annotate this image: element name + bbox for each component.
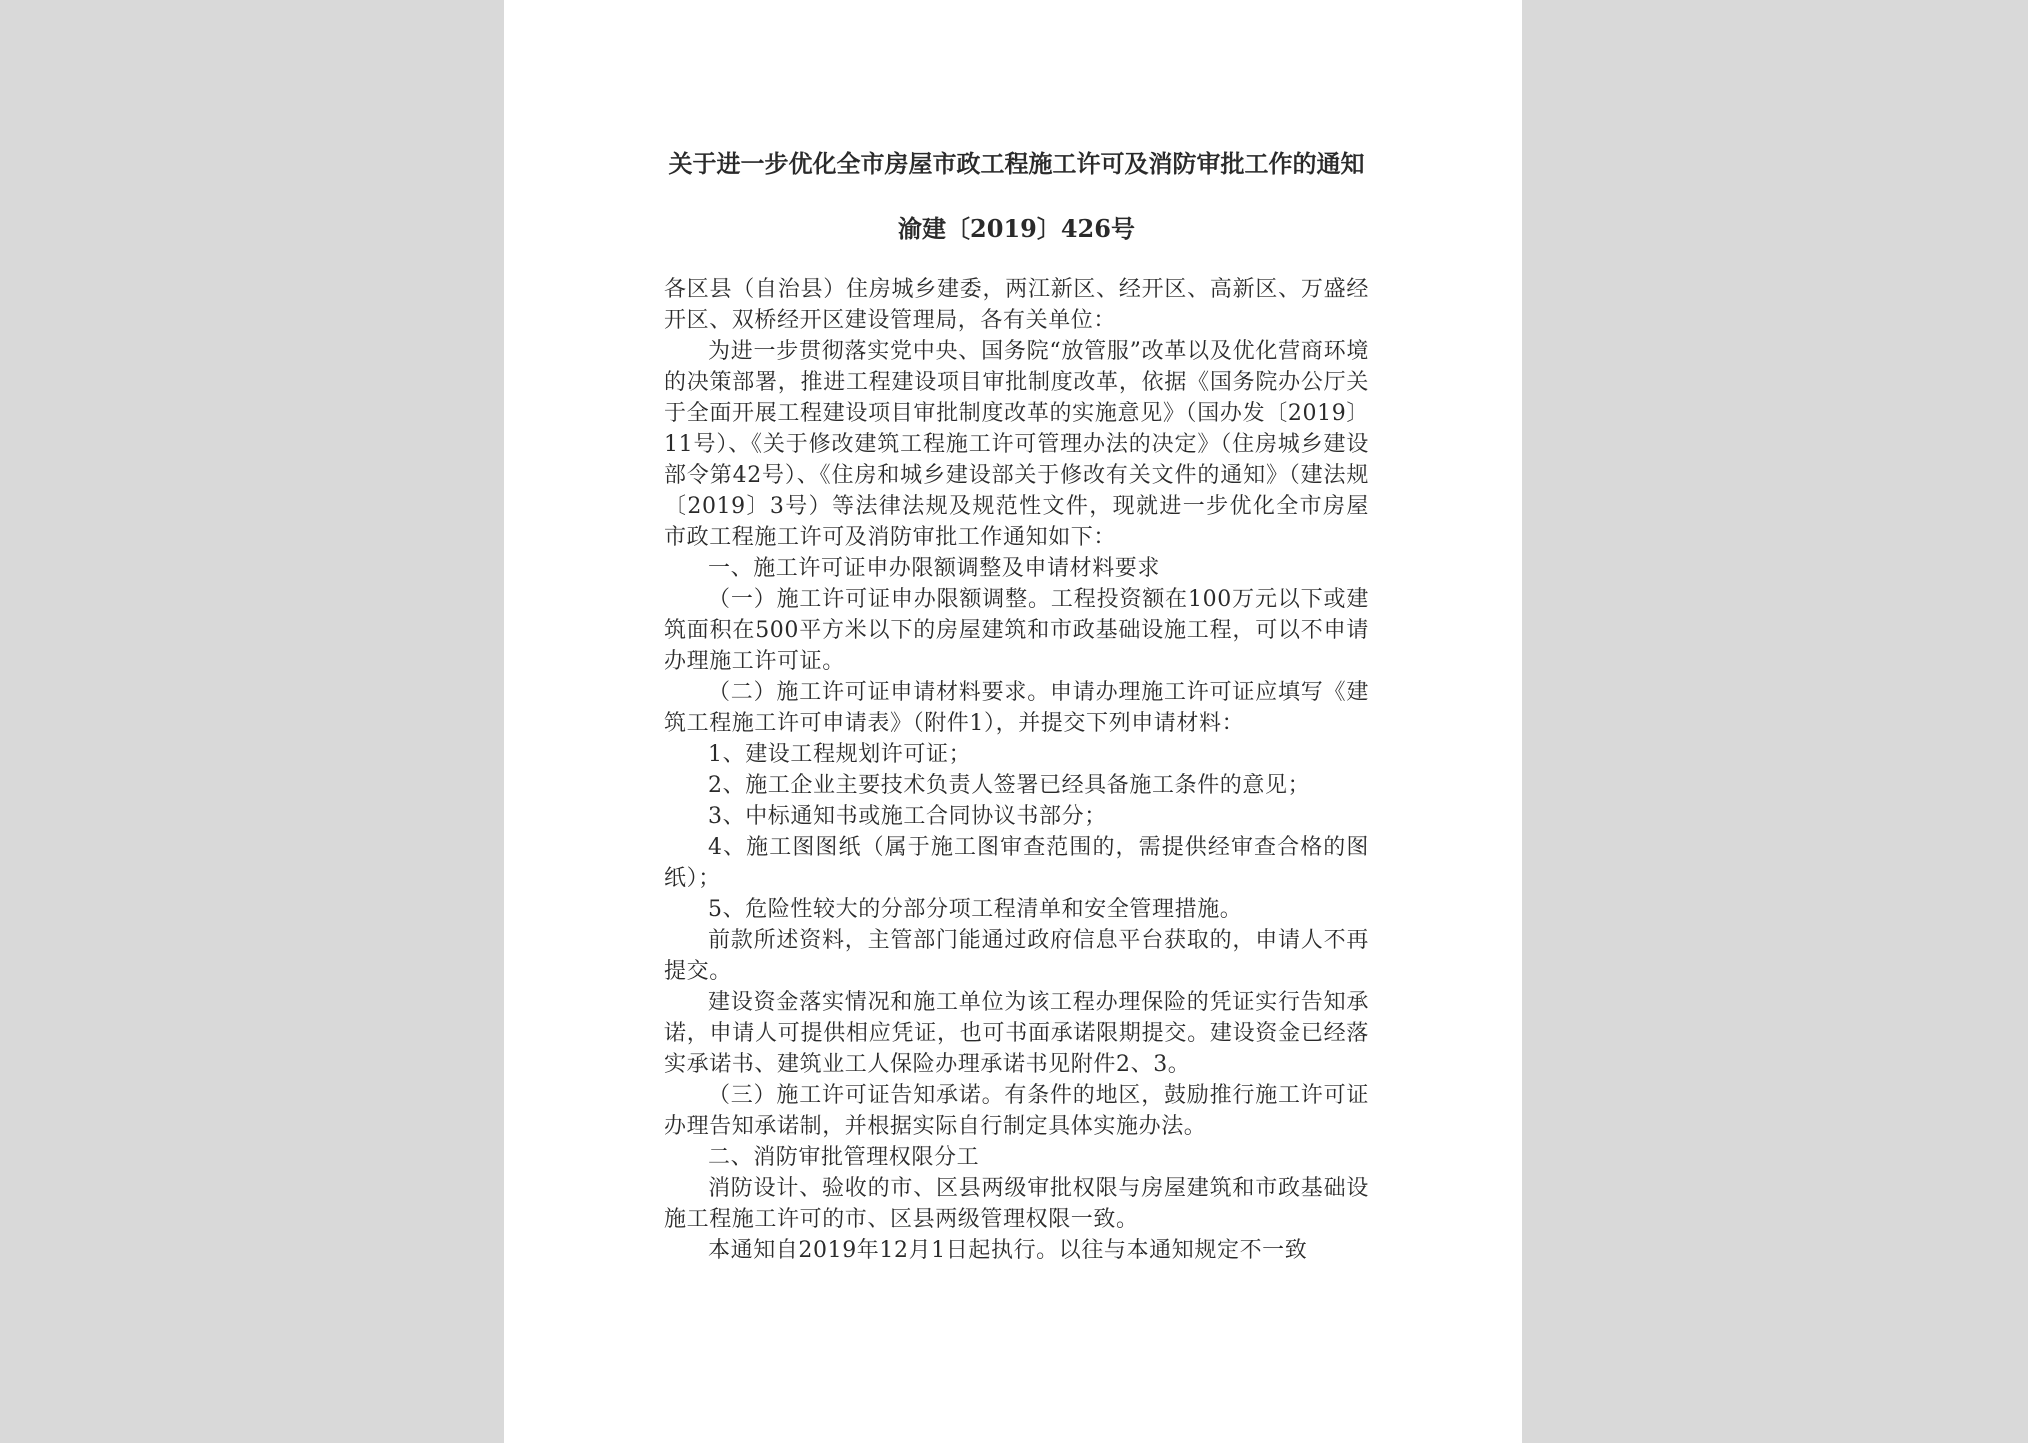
document-number: 渝建〔2019〕426号	[898, 214, 1135, 243]
paragraph-item-3: （三）施工许可证告知承诺。有条件的地区，鼓励推行施工许可证办理告知承诺制，并根据实际自行制定具体实施办法。	[664, 1083, 1369, 1139]
paragraph-addressee: 各区县（自治县）住房城乡建委，两江新区、经开区、高新区、万盛经开区、双桥经开区建设管理局，各有关单位：	[664, 277, 1369, 333]
paragraph-intro: 为进一步贯彻落实党中央、国务院“放管服”改革以及优化营商环境的决策部署，推进工程建设项目审批制度改革，依据《国务院办公厅关于全面开展工程建设项目审批制度改革的实施意见》（国办发〔2019〕11号）、《关于修改建筑工程施工许可管理办法的决定》（住房城乡建设部令第42号）、《住房和城乡建设部关于修改有关文件的通知》（建法规〔2019〕3号）等法律法规及规范性文件，现就进一步优化全市房屋市政工程施工许可及消防审批工作通知如下：	[664, 339, 1369, 550]
paragraph-item-1: （一）施工许可证申办限额调整。工程投资额在100万元以下或建筑面积在500平方米以下的房屋建筑和市政基础设施工程，可以不申请办理施工许可证。	[664, 587, 1369, 674]
list-item: 1、建设工程规划许可证；	[708, 742, 972, 767]
list-item: 3、中标通知书或施工合同协议书部分；	[708, 804, 1107, 829]
paragraph-fire-approval: 消防设计、验收的市、区县两级审批权限与房屋建筑和市政基础设施工程施工许可的市、区县两级管理权限一致。	[664, 1176, 1369, 1232]
paragraph-item-2: （二）施工许可证申请材料要求。申请办理施工许可证应填写《建筑工程施工许可申请表》（附件1），并提交下列申请材料：	[664, 680, 1369, 736]
paragraph-effective-date: 本通知自2019年12月1日起执行。以往与本通知规定不一致	[708, 1238, 1308, 1263]
section-heading-1: 一、施工许可证申办限额调整及申请材料要求	[708, 556, 1161, 581]
section-heading-2: 二、消防审批管理权限分工	[708, 1145, 980, 1170]
document-body	[664, 142, 1369, 1266]
document-page	[504, 0, 1522, 1443]
paragraph-commitment: 建设资金落实情况和施工单位为该工程办理保险的凭证实行告知承诺，申请人可提供相应凭证，也可书面承诺限期提交。建设资金已经落实承诺书、建筑业工人保险办理承诺书见附件2、3。	[664, 990, 1369, 1077]
list-item: 2、施工企业主要技术负责人签署已经具备施工条件的意见；	[708, 773, 1311, 798]
list-item: 5、危险性较大的分部分项工程清单和安全管理措施。	[708, 897, 1243, 922]
document-title: 关于进一步优化全市房屋市政工程施工许可及消防审批工作的通知	[668, 149, 1365, 178]
paragraph-note: 前款所述资料，主管部门能通过政府信息平台获取的，申请人不再提交。	[664, 928, 1369, 984]
list-item: 4、施工图图纸（属于施工图审查范围的，需提供经审查合格的图纸）；	[664, 835, 1369, 891]
